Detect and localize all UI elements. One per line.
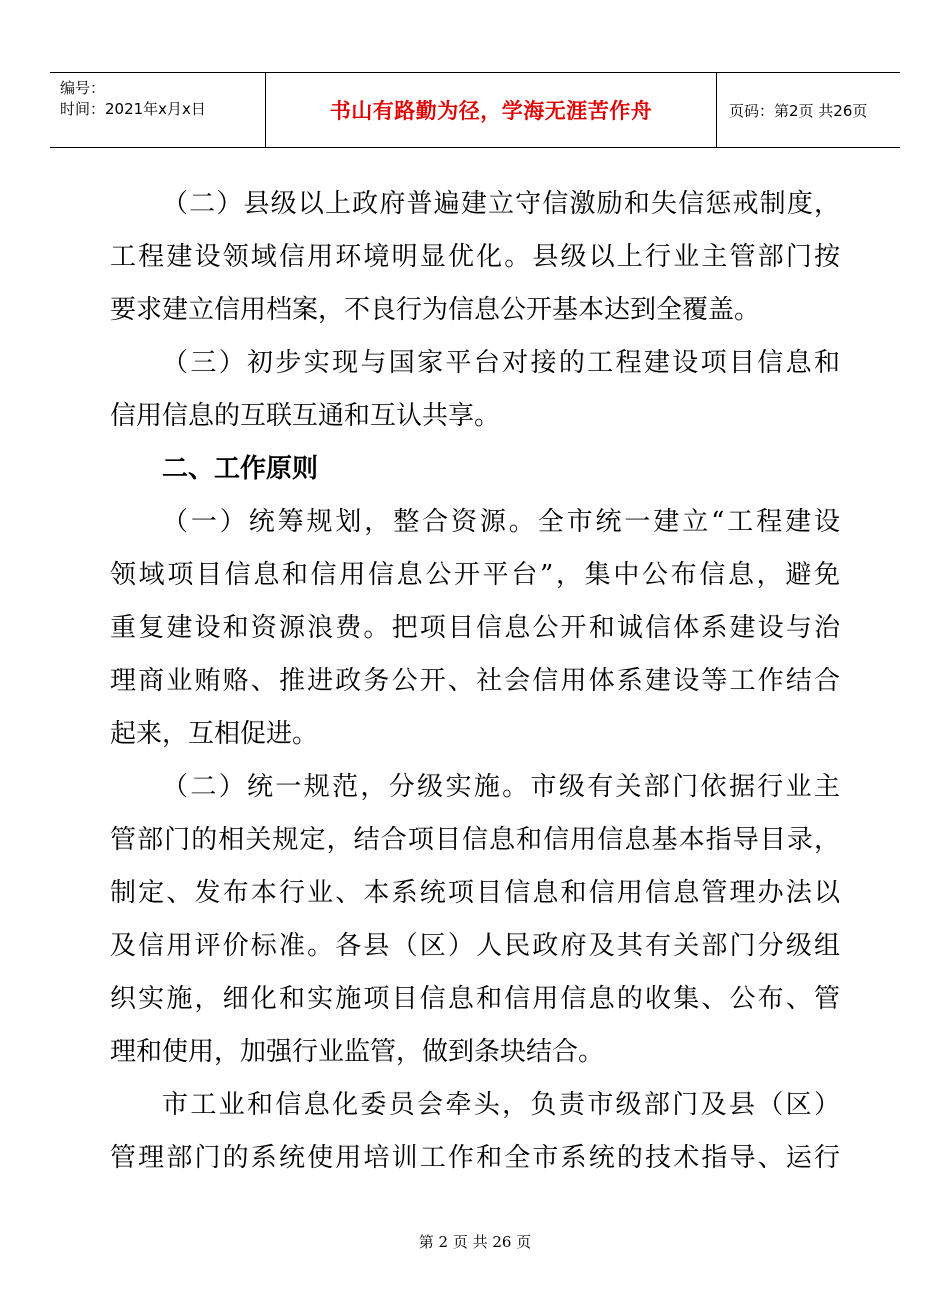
header-page-cell	[717, 73, 900, 147]
paragraph-line: （二）统一规范，分级实施。市级有关部门依据行业主	[162, 772, 840, 802]
footer-page-number: 第 2 页 共 26 页	[418, 1233, 532, 1251]
document-time-label: 时间：2021年x月x日	[60, 100, 206, 118]
paragraph-line: 及信用评价标准。各县（区）人民政府及其有关部门分级组	[110, 931, 840, 961]
paragraph-line: 织实施，细化和实施项目信息和信用信息的收集、公布、管	[110, 984, 840, 1014]
header-motto: 书山有路勤为径，学海无涯苦作舟	[329, 99, 653, 123]
page-footer	[0, 1232, 950, 1252]
paragraph-line: （三）初步实现与国家平台对接的工程建设项目信息和	[162, 348, 840, 378]
paragraph-line: 重复建设和资源浪费。把项目信息公开和诚信体系建设与治	[110, 613, 840, 643]
header-motto-cell	[265, 73, 717, 147]
paragraph-line: 工程建设领域信用环境明显优化。县级以上行业主管部门按	[110, 242, 840, 272]
section-heading: 二、工作原则	[162, 454, 319, 484]
paragraph-line: 市工业和信息化委员会牵头，负责市级部门及县（区）	[162, 1090, 840, 1120]
paragraph-line: 信用信息的互联互通和互认共享。	[110, 401, 501, 431]
paragraph-line: 理商业贿赂、推进政务公开、社会信用体系建设等工作结合	[110, 666, 840, 696]
paragraph-line: （一）统筹规划，整合资源。全市统一建立“工程建设	[162, 507, 840, 537]
header-meta	[50, 73, 265, 147]
paragraph-line: （二）县级以上政府普遍建立守信激励和失信惩戒制度，	[162, 189, 840, 219]
paragraph-line: 起来，互相促进。	[110, 719, 319, 749]
paragraph-line: 管部门的相关规定，结合项目信息和信用信息基本指导目录，	[110, 825, 840, 855]
document-number-label: 编号：	[60, 79, 106, 97]
paragraph-line: 领域项目信息和信用信息公开平台”，集中公布信息，避免	[110, 560, 840, 590]
paragraph-line: 理和使用，加强行业监管，做到条块结合。	[110, 1037, 605, 1067]
header-page-number: 页码：第2页 共26页	[729, 101, 868, 120]
page-header	[50, 72, 900, 148]
paragraph-line: 要求建立信用档案，不良行为信息公开基本达到全覆盖。	[110, 295, 761, 325]
paragraph-line: 制定、发布本行业、本系统项目信息和信用信息管理办法以	[110, 878, 840, 908]
paragraph-line: 管理部门的系统使用培训工作和全市系统的技术指导、运行	[110, 1143, 840, 1173]
